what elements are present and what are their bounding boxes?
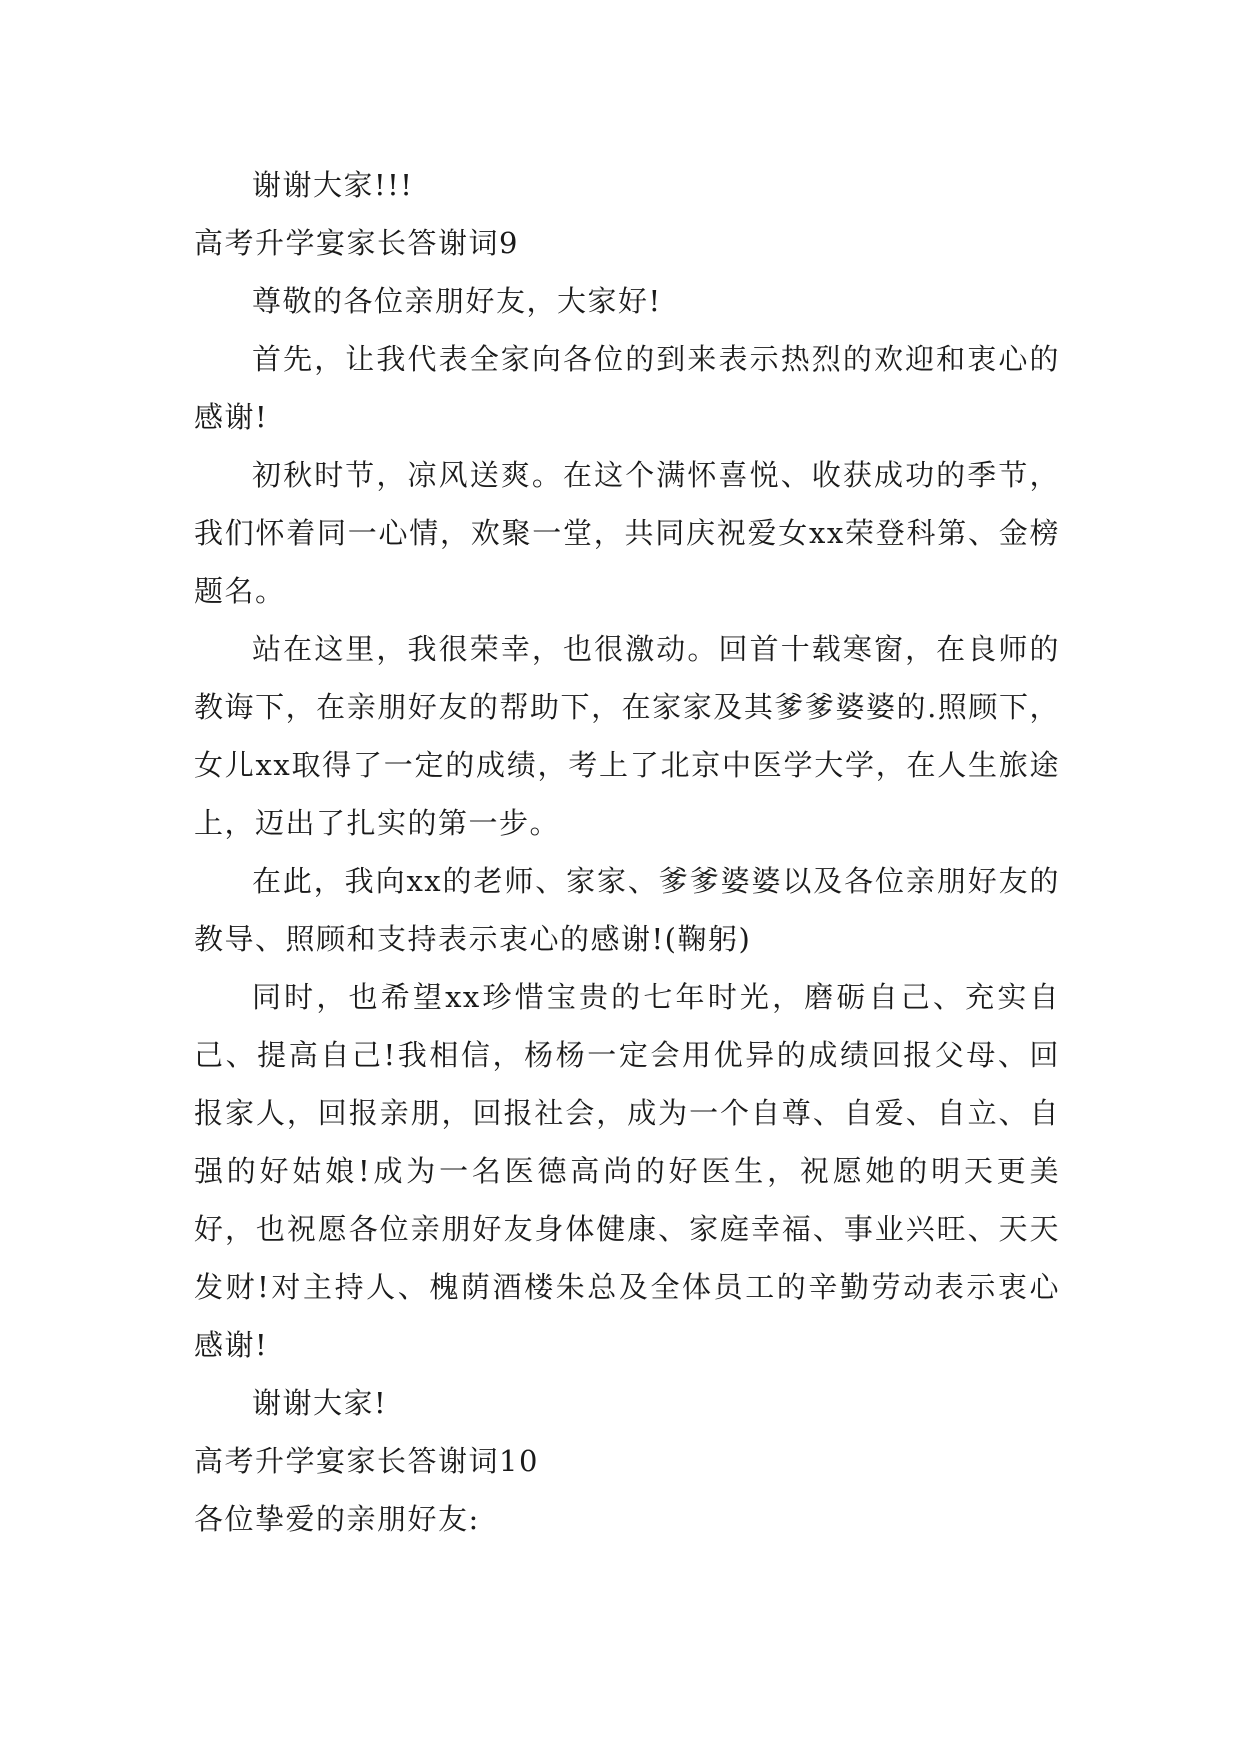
section-title-9: 高考升学宴家长答谢词9 (194, 226, 519, 260)
document-body (194, 156, 1060, 1548)
gratitude-paragraph: 在此，我向xx的老师、家家、爹爹婆婆以及各位亲朋好友的教导、照顾和支持表示衷心的感谢!(鞠躬) (194, 864, 1060, 956)
wishes-paragraph: 同时，也希望xx珍惜宝贵的七年时光，磨砺自己、充实自己、提高自己!我相信，杨杨一定会用优异的成绩回报父母、回报家人，回报亲朋，回报社会，成为一个自尊、自爱、自立、自强的好姑娘!成为一名医德高尚的好医生，祝愿她的明天更美好，也祝愿各位亲朋好友身体健康、家庭幸福、事业兴旺、天天发财!对主持人、槐荫酒楼朱总及全体员工的辛勤劳动表示衷心感谢! (194, 980, 1060, 1362)
season-paragraph: 初秋时节，凉风送爽。在这个满怀喜悦、收获成功的季节，我们怀着同一心情，欢聚一堂，共同庆祝爱女xx荣登科第、金榜题名。 (194, 458, 1060, 608)
closing-thanks-2: 谢谢大家! (252, 1386, 388, 1420)
welcome-paragraph: 首先，让我代表全家向各位的到来表示热烈的欢迎和衷心的感谢! (194, 342, 1060, 434)
greeting-paragraph: 尊敬的各位亲朋好友，大家好! (252, 284, 662, 318)
closing-thanks-1: 谢谢大家!!! (252, 168, 414, 202)
salutation-line: 各位挚爱的亲朋好友: (194, 1502, 480, 1536)
achievement-paragraph: 站在这里，我很荣幸，也很激动。回首十载寒窗，在良师的教诲下，在亲朋好友的帮助下，在家家及其爹爹婆婆的.照顾下，女儿xx取得了一定的成绩，考上了北京中医学大学，在人生旅途上，迈出了扎实的第一步。 (194, 632, 1060, 840)
section-title-10: 高考升学宴家长答谢词10 (194, 1444, 539, 1478)
